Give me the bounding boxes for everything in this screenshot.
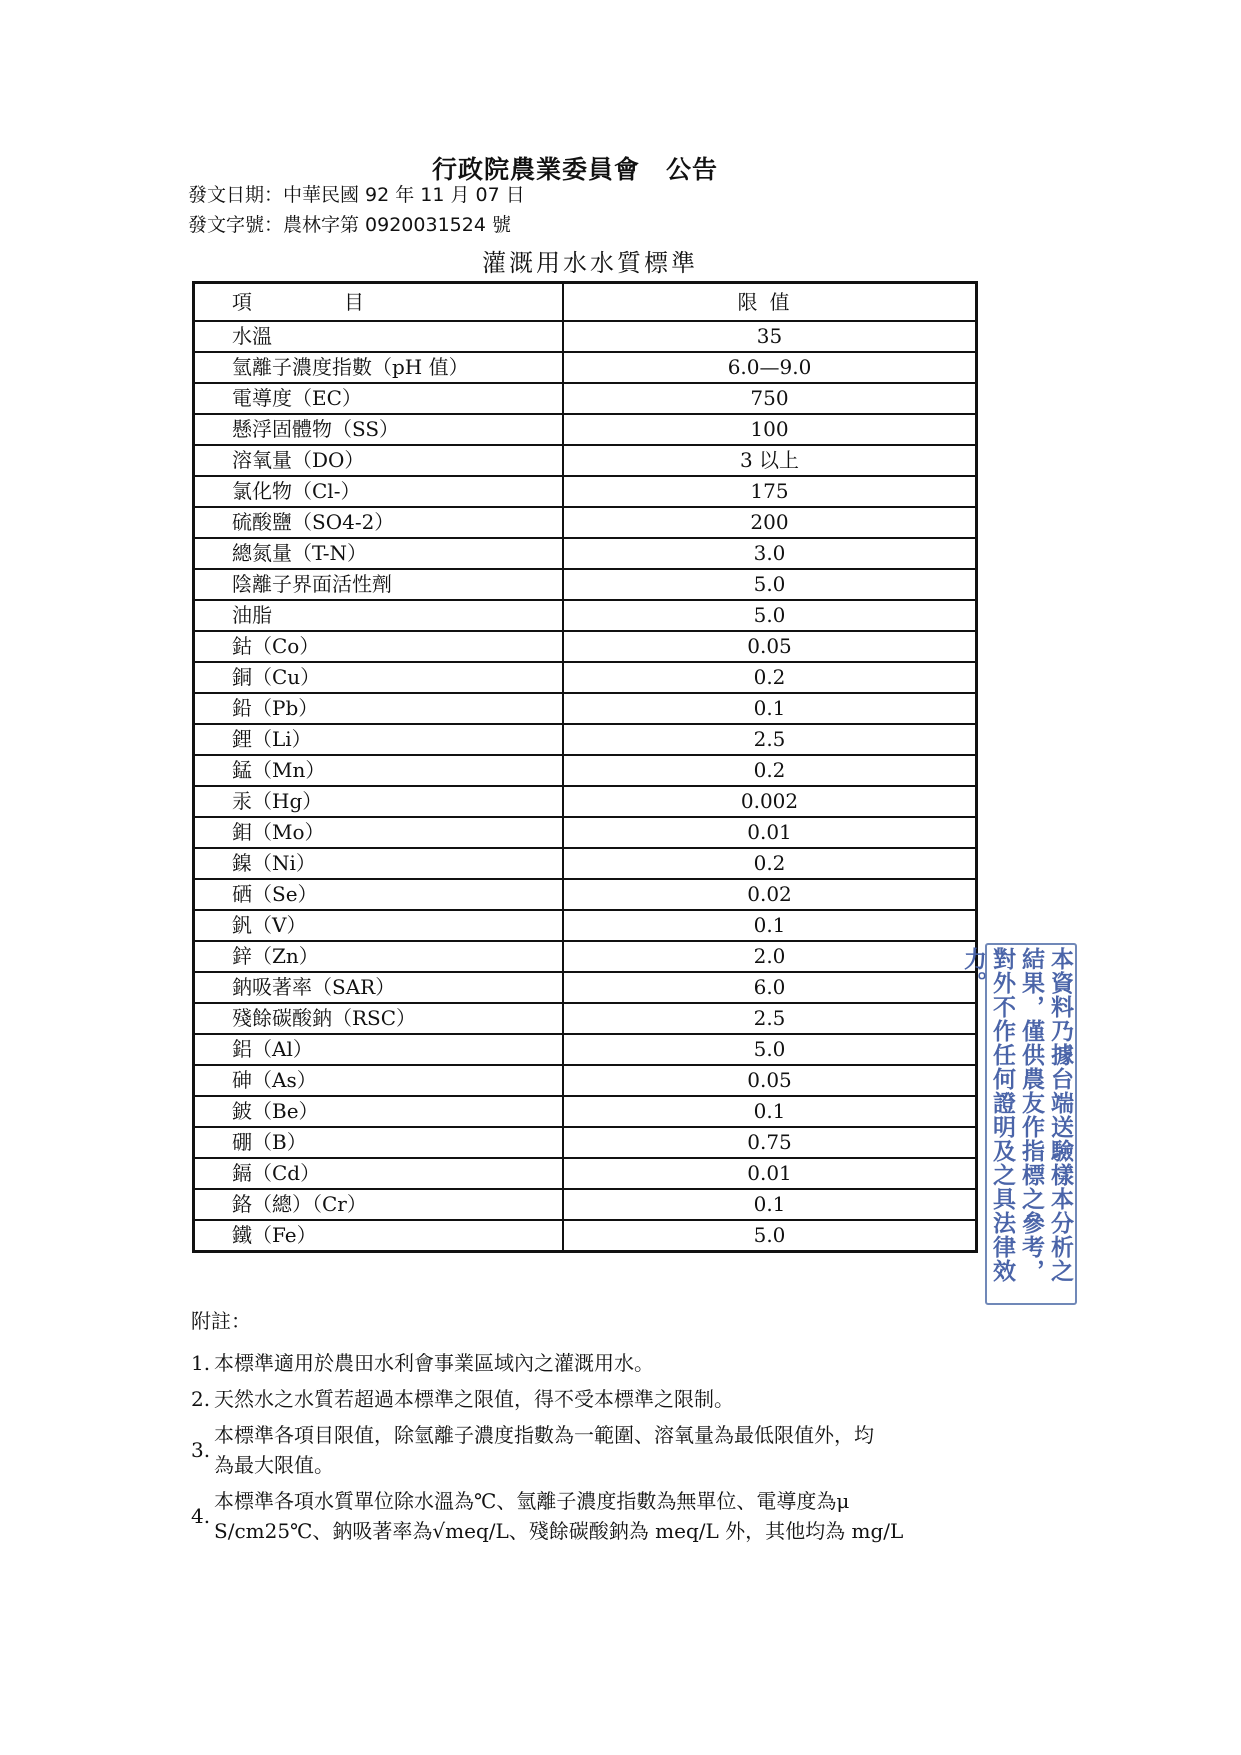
row-limit-value: 5.0 — [563, 600, 977, 631]
table-row — [194, 724, 977, 755]
row-item-name: 殘餘碳酸鈉（RSC） — [194, 1003, 564, 1034]
row-limit-value: 200 — [563, 507, 977, 538]
table-row — [194, 879, 977, 910]
table-row — [194, 972, 977, 1003]
row-limit-value: 5.0 — [563, 1034, 977, 1065]
row-limit-value: 0.1 — [563, 1189, 977, 1220]
row-limit-value: 0.02 — [563, 879, 977, 910]
row-item-name: 硫酸鹽（SO4-2） — [194, 507, 564, 538]
note-item: 2. 天然水之水質若超過本標準之限值，得不受本標準之限制。 — [191, 1387, 734, 1411]
row-limit-value: 6.0—9.0 — [563, 352, 977, 383]
row-limit-value: 2.5 — [563, 1003, 977, 1034]
row-limit-value: 35 — [563, 321, 977, 352]
table-row — [194, 352, 977, 383]
table-row — [194, 569, 977, 600]
table-row — [194, 1034, 977, 1065]
lab-disclaimer-stamp: 本資料乃據台端送驗樣本分析之結果，僅供農友作指標之參考，對外不作任何證明及之具法律效力。 — [985, 943, 1077, 1305]
row-item-name: 鐵（Fe） — [194, 1220, 564, 1252]
table-row — [194, 476, 977, 507]
row-limit-value: 0.05 — [563, 1065, 977, 1096]
row-item-name: 鋅（Zn） — [194, 941, 564, 972]
note-item: 1. 本標準適用於農田水利會事業區域內之灌溉用水。 — [191, 1351, 654, 1375]
table-row — [194, 1158, 977, 1189]
table-row — [194, 817, 977, 848]
row-item-name: 懸浮固體物（SS） — [194, 414, 564, 445]
row-item-name: 鎳（Ni） — [194, 848, 564, 879]
table-row — [194, 693, 977, 724]
row-limit-value: 100 — [563, 414, 977, 445]
header-limit: 限值 — [563, 283, 977, 322]
row-item-name: 鈷（Co） — [194, 631, 564, 662]
table-row — [194, 1127, 977, 1158]
row-item-name: 硒（Se） — [194, 879, 564, 910]
table-row — [194, 631, 977, 662]
row-item-name: 汞（Hg） — [194, 786, 564, 817]
row-item-name: 溶氧量（DO） — [194, 445, 564, 476]
row-limit-value: 0.002 — [563, 786, 977, 817]
row-limit-value: 6.0 — [563, 972, 977, 1003]
table-row — [194, 755, 977, 786]
row-item-name: 鋰（Li） — [194, 724, 564, 755]
row-item-name: 總氮量（T-N） — [194, 538, 564, 569]
row-item-name: 錳（Mn） — [194, 755, 564, 786]
table-row — [194, 321, 977, 352]
row-limit-value: 2.0 — [563, 941, 977, 972]
row-item-name: 鈉吸著率（SAR） — [194, 972, 564, 1003]
issue-date: 發文日期：中華民國 92 年 11 月 07 日 — [188, 184, 525, 206]
row-limit-value: 5.0 — [563, 569, 977, 600]
table-row — [194, 1220, 977, 1252]
notes-section — [191, 1305, 991, 1552]
row-limit-value: 0.75 — [563, 1127, 977, 1158]
row-limit-value: 750 — [563, 383, 977, 414]
row-item-name: 水溫 — [194, 321, 564, 352]
table-row — [194, 848, 977, 879]
row-limit-value: 175 — [563, 476, 977, 507]
water-quality-standard-table — [192, 281, 978, 1253]
row-limit-value: 0.2 — [563, 662, 977, 693]
table-row — [194, 414, 977, 445]
row-limit-value: 0.1 — [563, 910, 977, 941]
table-row — [194, 910, 977, 941]
row-limit-value: 3.0 — [563, 538, 977, 569]
header-item: 項 目 — [194, 283, 564, 322]
note-item: 4. 本標準各項水質單位除水溫為℃、氫離子濃度指數為無單位、電導度為μ S/cm25℃、鈉吸著率為√meq/L、殘餘碳酸鈉為 meq/L 外，其他均為 mg/L — [191, 1489, 904, 1543]
table-row — [194, 600, 977, 631]
row-limit-value: 0.01 — [563, 1158, 977, 1189]
table-row — [194, 445, 977, 476]
table-header-row — [194, 283, 977, 322]
row-limit-value: 3 以上 — [563, 445, 977, 476]
row-item-name: 鉬（Mo） — [194, 817, 564, 848]
table-row — [194, 941, 977, 972]
row-item-name: 氫離子濃度指數（pH 值） — [194, 352, 564, 383]
row-limit-value: 5.0 — [563, 1220, 977, 1252]
table-row — [194, 538, 977, 569]
row-item-name: 陰離子界面活性劑 — [194, 569, 564, 600]
table-row — [194, 786, 977, 817]
note-item: 3. 本標準各項目限值，除氫離子濃度指數為一範圍、溶氧量為最低限值外，均 為最大限值。 — [191, 1423, 874, 1477]
table-row — [194, 1003, 977, 1034]
table-row — [194, 507, 977, 538]
row-limit-value: 2.5 — [563, 724, 977, 755]
document-title: 灌溉用水水質標準 — [482, 249, 698, 277]
row-limit-value: 0.1 — [563, 1096, 977, 1127]
row-item-name: 氯化物（Cl-） — [194, 476, 564, 507]
row-limit-value: 0.01 — [563, 817, 977, 848]
row-item-name: 油脂 — [194, 600, 564, 631]
row-item-name: 鎘（Cd） — [194, 1158, 564, 1189]
table-row — [194, 1096, 977, 1127]
table-row — [194, 1189, 977, 1220]
announcement-title: 行政院農業委員會 公告 — [431, 155, 718, 184]
row-limit-value: 0.2 — [563, 848, 977, 879]
table-row — [194, 383, 977, 414]
notes-title: 附註： — [191, 1309, 251, 1333]
row-item-name: 鉛（Pb） — [194, 693, 564, 724]
row-item-name: 鈹（Be） — [194, 1096, 564, 1127]
row-item-name: 鋁（Al） — [194, 1034, 564, 1065]
issue-reference-number: 發文字號：農林字第 0920031524 號 — [188, 214, 511, 236]
row-limit-value: 0.2 — [563, 755, 977, 786]
row-item-name: 電導度（EC） — [194, 383, 564, 414]
row-item-name: 砷（As） — [194, 1065, 564, 1096]
row-limit-value: 0.1 — [563, 693, 977, 724]
row-item-name: 釩（V） — [194, 910, 564, 941]
row-item-name: 銅（Cu） — [194, 662, 564, 693]
table-row — [194, 1065, 977, 1096]
row-item-name: 鉻（總）（Cr） — [194, 1189, 564, 1220]
row-limit-value: 0.05 — [563, 631, 977, 662]
table-row — [194, 662, 977, 693]
row-item-name: 硼（B） — [194, 1127, 564, 1158]
